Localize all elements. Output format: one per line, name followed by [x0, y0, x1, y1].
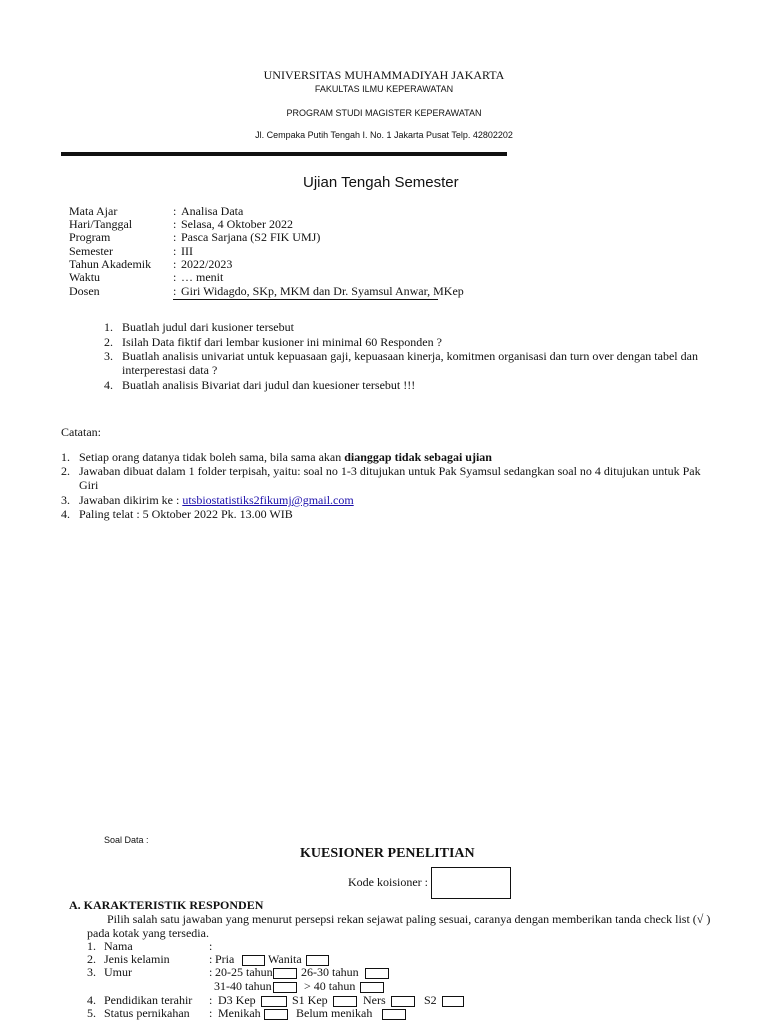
checkbox-26-30[interactable] [365, 968, 389, 979]
kode-label: Kode koisioner : [348, 875, 428, 889]
question-number: 2. [104, 335, 113, 349]
note-number: 3. [61, 493, 70, 507]
item-number: 5. [87, 1006, 96, 1020]
checkbox-20-25[interactable] [273, 968, 297, 979]
item-sep: : [209, 952, 213, 966]
info-label: Tahun Akademik [69, 257, 152, 271]
info-value: Selasa, 4 Oktober 2022 [181, 217, 293, 231]
info-value: … menit [181, 270, 224, 284]
note-text-plain: Setiap orang datanya tidak boleh sama, bila sama akan [79, 450, 345, 464]
option-label: Menikah [218, 1006, 261, 1020]
note-number: 2. [61, 464, 70, 478]
info-label: Waktu [69, 270, 101, 284]
program-name: PROGRAM STUDI MAGISTER KEPERAWATAN [286, 108, 482, 118]
option-label: D3 Kep [218, 993, 256, 1007]
info-label: Hari/Tanggal [69, 217, 133, 231]
info-sep: : [173, 257, 177, 271]
info-underline [173, 299, 438, 300]
option-label: Pria [215, 952, 235, 966]
item-label: Status pernikahan [104, 1006, 190, 1020]
option-label: > 40 tahun [304, 979, 356, 993]
info-value: Giri Widagdo, SKp, MKM dan Dr. Syamsul Anwar, MKep [181, 284, 464, 298]
info-label: Dosen [69, 284, 100, 298]
checkbox-31-40[interactable] [273, 982, 297, 993]
kuesioner-title: KUESIONER PENELITIAN [300, 846, 475, 861]
checkbox-ners[interactable] [391, 996, 415, 1007]
exam-title: Ujian Tengah Semester [303, 174, 459, 191]
notes-label: Catatan: [61, 425, 101, 439]
info-sep: : [173, 284, 177, 298]
section-a-intro: Pilih salah satu jawaban yang menurut persepsi rekan sejawat paling sesuai, caranya dengan memberikan tanda check list (√ ) [107, 912, 711, 926]
info-label: Program [69, 230, 111, 244]
item-sep: : [209, 993, 213, 1007]
info-sep: : [173, 270, 177, 284]
item-number: 1. [87, 939, 96, 953]
note-number: 4. [61, 507, 70, 521]
checkbox-belum-menikah[interactable] [382, 1009, 406, 1020]
checkbox-s2[interactable] [442, 996, 464, 1007]
info-sep: : [173, 230, 177, 244]
option-label: S1 Kep [292, 993, 328, 1007]
note-text-cont: Giri [79, 478, 99, 492]
info-value: Analisa Data [181, 204, 244, 218]
info-value: III [181, 244, 193, 258]
option-label: 26-30 tahun [301, 965, 359, 979]
note-text [79, 493, 354, 508]
item-label: Jenis kelamin [104, 952, 170, 966]
item-label: Umur [104, 965, 132, 979]
question-text-cont: interperestasi data ? [122, 363, 218, 377]
checkbox-over-40[interactable] [360, 982, 384, 993]
question-text: Buatlah analisis univariat untuk kepuasaan gaji, kepuasaan kinerja, komitmen organisasi dan turn over dengan tabel dan [122, 349, 698, 363]
option-label: S2 [424, 993, 437, 1007]
option-label: 20-25 tahun [215, 965, 273, 979]
question-number: 1. [104, 320, 113, 334]
section-a-intro-cont: pada kotak yang tersedia. [87, 926, 209, 940]
item-sep: : [209, 965, 213, 979]
address: Jl. Cempaka Putih Tengah I. No. 1 Jakarta Pusat Telp. 42802202 [255, 130, 513, 140]
item-number: 3. [87, 965, 96, 979]
note-text-plain: Jawaban dikirim ke : [79, 493, 183, 507]
question-text: Buatlah judul dari kusioner tersebut [122, 320, 294, 334]
question-number: 3. [104, 349, 113, 363]
item-label: Nama [104, 939, 133, 953]
option-label: Wanita [268, 952, 302, 966]
info-sep: : [173, 244, 177, 258]
section-a-title: A. KARAKTERISTIK RESPONDEN [69, 898, 264, 912]
question-number: 4. [104, 378, 113, 392]
header-rule [61, 152, 507, 156]
note-text-bold: dianggap tidak sebagai ujian [344, 450, 492, 464]
university-name: UNIVERSITAS MUHAMMADIYAH JAKARTA [263, 68, 505, 82]
option-label: 31-40 tahun [214, 979, 272, 993]
info-sep: : [173, 217, 177, 231]
info-label: Semester [69, 244, 113, 258]
note-text: Jawaban dibuat dalam 1 folder terpisah, yaitu: soal no 1-3 ditujukan untuk Pak Syamsul sedangkan soal no 4 ditujukan untuk Pak [79, 464, 701, 478]
checkbox-d3[interactable] [261, 996, 287, 1007]
note-number: 1. [61, 450, 70, 464]
note-text: Paling telat : 5 Oktober 2022 Pk. 13.00 WIB [79, 507, 293, 521]
checkbox-menikah[interactable] [264, 1009, 288, 1020]
info-sep: : [173, 204, 177, 218]
item-number: 2. [87, 952, 96, 966]
item-number: 4. [87, 993, 96, 1007]
option-label: Belum menikah [296, 1006, 373, 1020]
question-text: Buatlah analisis Bivariat dari judul dan kuesioner tersebut !!! [122, 378, 416, 392]
info-label: Mata Ajar [69, 204, 118, 218]
soal-label: Soal Data : [104, 835, 149, 845]
info-value: Pasca Sarjana (S2 FIK UMJ) [181, 230, 321, 244]
faculty-name: FAKULTAS ILMU KEPERAWATAN [314, 84, 454, 94]
item-label: Pendidikan terahir [104, 993, 193, 1007]
info-value: 2022/2023 [181, 257, 233, 271]
item-sep: : [209, 939, 213, 953]
item-sep: : [209, 1006, 213, 1020]
kode-box[interactable] [431, 867, 511, 899]
email-link[interactable]: utsbiostatistiks2fikumj@gmail.com [182, 493, 354, 507]
note-text [79, 450, 492, 465]
question-text: Isilah Data fiktif dari lembar kusioner ini minimal 60 Responden ? [122, 335, 442, 349]
option-label: Ners [363, 993, 386, 1007]
